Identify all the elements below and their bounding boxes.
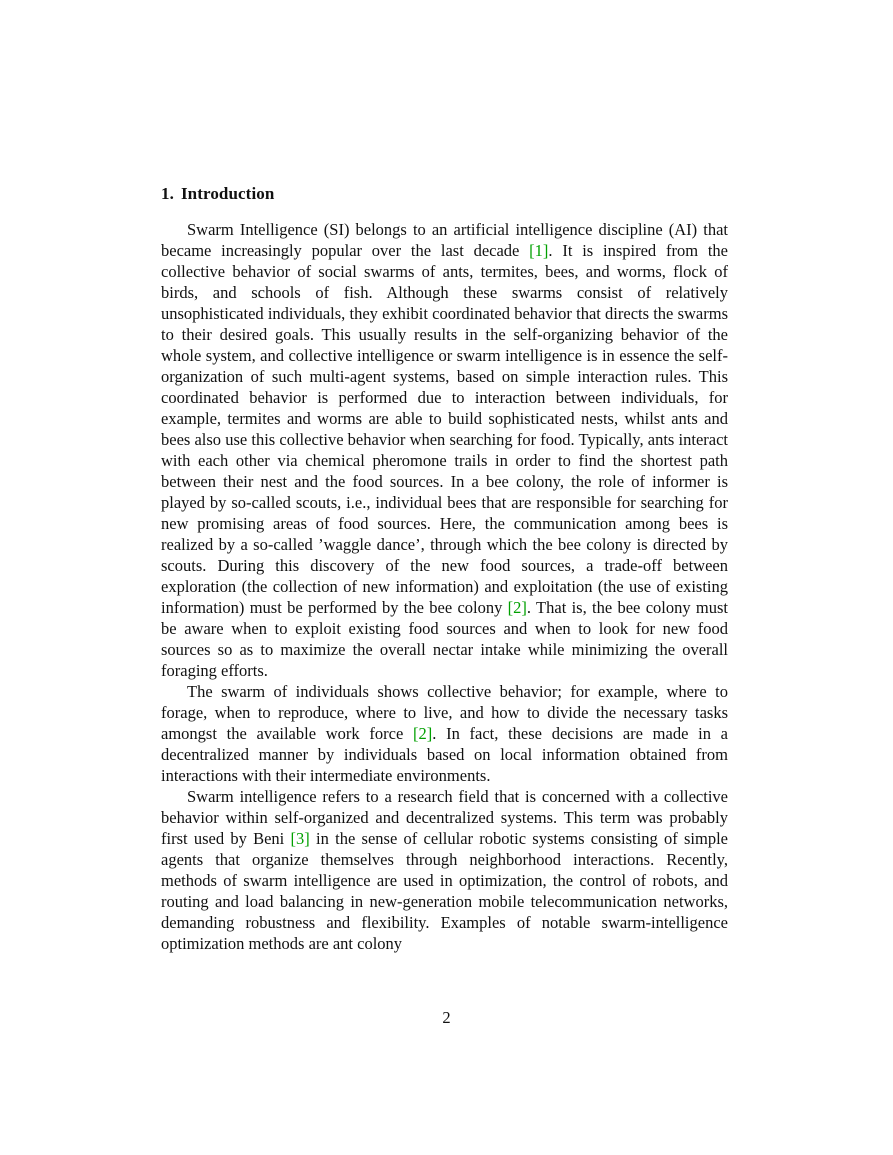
text-segment: . In fact, these decisions are made in a decentralized manner by individuals based on local information obtained from interactions with their intermediate environments.: [161, 724, 728, 785]
text-segment: . It is inspired from the collective behavior of social swarms of ants, termites, bees, and worms, flock of birds, and schools of fish. Although these swarms consist of relatively unsophisticated individuals, they exhibit coordinated behavior that directs the swarms to their desired goals. This usually results in the self-organizing behavior of the whole system, and collective intelligence or swarm intelligence is in essence the self-organization of such multi-agent systems, based on simple interaction rules. This coordinated behavior is performed due to interaction between individuals, for example, termites and worms are able to build sophisticated nests, whilst ants and bees also use this collective behavior when searching for food. Typically, ants interact with each other via chemical pheromone trails in order to find the shortest path between their nest and the food sources. In a bee colony, the role of informer is played by so-called scouts, i.e., individual bees that are responsible for searching for new promising areas of food sources. Here, the communication among bees is realized by a so-called ’waggle dance’, through which the bee colony is directed by scouts. During this discovery of the new food sources, a trade-off between exploration (the collection of new information) and exploitation (the use of existing information) must be performed by the bee colony: [161, 241, 728, 617]
section-title: Introduction: [180, 184, 275, 203]
citation-link[interactable]: [2]: [412, 724, 433, 743]
page-number: 2: [442, 1008, 451, 1027]
text-segment: The swarm of individuals shows collective behavior; for example, where to forage, when to reproduce, where to live, and how to divide the necessary tasks amongst the available work force: [161, 682, 728, 743]
body-text: [161, 219, 728, 954]
paragraph: [161, 219, 728, 681]
paragraph: [161, 681, 728, 786]
citation-link[interactable]: [1]: [529, 241, 549, 260]
citation-link[interactable]: [3]: [290, 829, 310, 848]
paragraph: [161, 786, 728, 954]
section-number: 1.: [161, 184, 174, 203]
text-segment: Swarm intelligence refers to a research field that is concerned with a collective behavior within self-organized and decentralized systems. This term was probably first used by Beni: [161, 787, 728, 848]
text-segment: . That is, the bee colony must be aware when to exploit existing food sources and when to look for new food sources so as to maximize the overall nectar intake while minimizing the overall foraging efforts.: [161, 598, 728, 680]
citation-link[interactable]: [2]: [507, 598, 527, 617]
text-segment: in the sense of cellular robotic systems consisting of simple agents that organize themselves through neighborhood interactions. Recently, methods of swarm intelligence are used in optimization, the control of robots, and routing and load balancing in new-generation mobile telecommunication networks, demanding robustness and flexibility. Examples of notable swarm-intelligence optimization methods are ant colony: [161, 829, 728, 953]
section-heading: [161, 184, 274, 204]
text-segment: Swarm Intelligence (SI) belongs to an artificial intelligence discipline (AI) that became increasingly popular over the last decade: [161, 220, 728, 260]
